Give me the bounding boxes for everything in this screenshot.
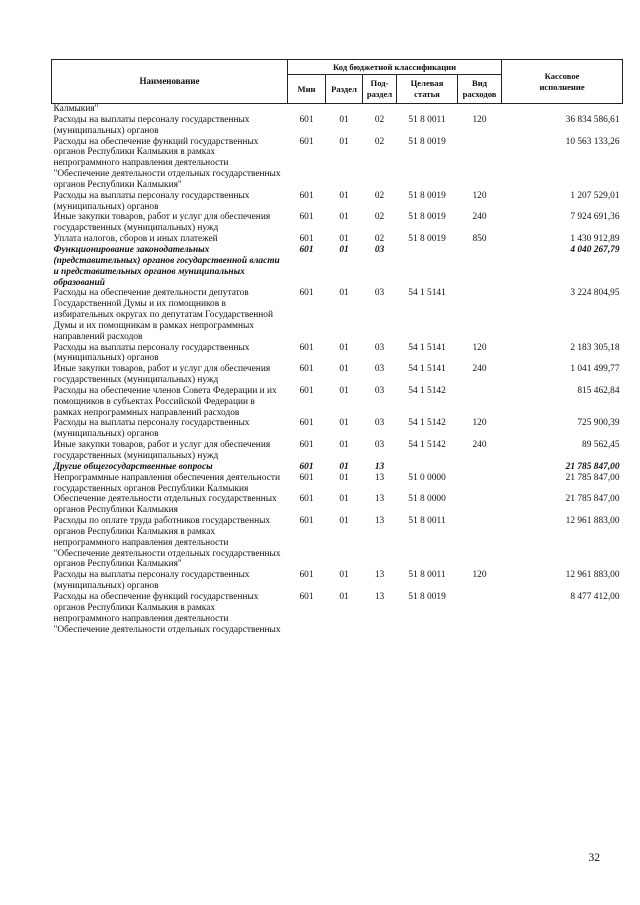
cell-podrazdel: 13 [374,591,385,602]
cell-podrazdel: 03 [374,288,385,299]
table-body [52,104,623,636]
cell-razdel: 01 [339,385,349,396]
cell-statya: 51 8 0019 [408,591,446,602]
cell-min: 601 [299,494,314,505]
cell-min: 601 [299,136,314,147]
table-row [52,473,623,495]
cell-sum: 8 477 412,00 [570,591,620,602]
header-vid: Вид расходов [458,75,502,104]
cell-podrazdel: 03 [374,244,385,255]
table-row [52,234,623,245]
cell-vid [458,473,502,495]
budget-table [51,59,623,635]
cell-name: Функционирование законодательных (представительных) органов государственной власти и представительных органов муниципальных образований [53,244,280,288]
cell-statya: 54 1 5142 [408,385,446,396]
table-row [52,440,623,462]
cell-podrazdel: 03 [374,364,385,375]
cell-razdel: 01 [339,212,349,223]
cell-vid [458,288,502,342]
cell-sum: 1 430 912,89 [570,234,620,245]
cell-razdel: 01 [339,364,349,375]
table-row [52,137,623,191]
table-row [52,462,623,473]
cell-vid: 850 [472,234,487,245]
cell-razdel: 01 [339,342,349,353]
cell-min: 601 [299,570,314,581]
cell-razdel: 01 [339,516,349,527]
cell-razdel: 01 [339,472,349,483]
table-row [52,570,623,592]
cell-vid [458,494,502,516]
cell-sum: 10 563 133,26 [565,136,620,147]
cell-vid [458,137,502,191]
cell-name: Расходы по оплате труда работников государственных органов Республики Калмыкия в рамках непрограммного направления деятельности "Обеспечение деятельности отдельных государственных органов Республики Калмыкия" [53,516,281,570]
table-row [52,288,623,342]
cell-name: Расходы на выплаты персоналу государственных (муниципальных) органов [53,418,250,440]
cell-sum [502,104,623,115]
cell-razdel: 01 [339,570,349,581]
cell-podrazdel: 02 [374,234,385,245]
table-row [52,343,623,365]
cell-razdel: 01 [339,136,349,147]
cell-razdel: 01 [339,591,349,602]
cell-statya: 54 1 5141 [408,342,446,353]
cell-name: Уплата налогов, сборов и иных платежей [53,234,218,245]
cell-statya: 51 0 0000 [408,472,446,483]
header-statya: Целевая статья [397,75,458,104]
cell-name: Расходы на обеспечение деятельности депутатов Государственной Думы и их помощников в избирательных округах по депутатам Государственной Думы и их помощникам в рамках непрограммных направлений расходов [53,288,273,342]
table-row [52,245,623,288]
cell-name: Иные закупки товаров, работ и услуг для обеспечения государственных (муниципальных) нужд [53,212,271,234]
cell-sum: 7 924 691,36 [570,212,620,223]
cell-name: Непрограммные направления обеспечения деятельности государственных органов Республики Калмыкия [53,472,281,494]
cell-statya: 54 1 5141 [408,364,446,375]
cell-min: 601 [299,418,314,429]
cell-statya: 51 8 0019 [408,136,446,147]
cell-statya: 54 1 5142 [408,418,446,429]
table-row [52,516,623,570]
cell-min: 601 [299,385,314,396]
cell-min: 601 [299,342,314,353]
page-number: 32 [588,852,600,864]
cell-razdel: 01 [339,190,349,201]
cell-podrazdel: 03 [374,440,385,451]
cell-podrazdel: 02 [374,136,385,147]
cell-razdel: 01 [339,114,349,125]
cell-min: 601 [299,244,314,255]
cell-statya: 51 8 0019 [408,212,446,223]
cell-name: Расходы на обеспечение членов Совета Федерации и их помощников в субъектах Российской Федерации в рамках непрограммных направлений расходов [53,385,277,418]
cell-sum: 2 183 305,18 [570,342,620,353]
cell-min: 601 [299,114,314,125]
cell-podrazdel: 02 [374,212,385,223]
cell-vid [458,462,502,473]
cell-statya: 51 8 0011 [408,516,446,527]
cell-name: Иные закупки товаров, работ и услуг для обеспечения государственных (муниципальных) нужд [53,364,271,386]
cell-statya: 51 8 0011 [408,570,446,581]
table-row [52,212,623,234]
cell-sum: 12 961 883,00 [565,570,620,581]
cell-sum: 4 040 267,79 [570,244,620,255]
table-row [52,364,623,386]
cell-min: 601 [299,288,314,299]
header-razdel: Раздел [326,75,363,104]
cell-podrazdel: 13 [374,461,385,472]
cell-vid: 120 [472,570,487,581]
cell-min: 601 [299,234,314,245]
cell-sum: 36 834 586,61 [565,114,620,125]
cell-vid [458,386,502,419]
cell-razdel: 01 [339,440,349,451]
cell-min [288,104,326,115]
cell-vid [458,104,502,115]
cell-razdel: 01 [339,288,349,299]
cell-podrazdel: 13 [374,494,385,505]
cell-statya: 54 1 5141 [408,288,446,299]
table-row [52,494,623,516]
header-podrazdel: Под- раздел [363,75,397,104]
cell-sum: 725 900,39 [577,418,620,429]
cell-min: 601 [299,461,314,472]
cell-statya: 51 8 0019 [408,190,446,201]
cell-statya [397,462,458,473]
cell-razdel: 01 [339,244,349,255]
cell-name: Расходы на выплаты персоналу государственных (муниципальных) органов [53,190,250,212]
table-row [52,418,623,440]
cell-statya [397,245,458,288]
cell-sum: 1 207 529,01 [570,190,620,201]
cell-podrazdel: 03 [374,418,385,429]
cell-vid: 240 [472,212,487,223]
cell-name: Обеспечение деятельности отдельных государственных органов Республики Калмыкия [53,494,277,516]
cell-sum: 12 961 883,00 [565,516,620,527]
cell-name: Расходы на выплаты персоналу государственных (муниципальных) органов [53,114,250,136]
cell-statya [397,104,458,115]
cell-name: Другие общегосударственные вопросы [53,461,213,472]
cell-podrazdel: 13 [374,516,385,527]
table-row [52,115,623,137]
cell-vid: 120 [472,342,487,353]
table-row [52,386,623,419]
cell-vid [458,516,502,570]
cell-min: 601 [299,364,314,375]
cell-min: 601 [299,440,314,451]
cell-name: Иные закупки товаров, работ и услуг для обеспечения государственных (муниципальных) нужд [53,440,271,461]
cell-razdel: 01 [339,418,349,429]
cell-name: Калмыкия" [53,104,99,114]
cell-podrazdel: 03 [374,342,385,353]
cell-name: Расходы на выплаты персоналу государственных (муниципальных) органов [53,570,250,592]
cell-razdel [326,104,363,115]
cell-vid: 240 [472,364,487,375]
cell-sum: 815 462,84 [577,385,620,396]
cell-podrazdel: 02 [374,190,385,201]
cell-vid [458,592,502,635]
header-name: Наименование [52,60,288,104]
cell-vid: 240 [472,440,487,451]
header-code-group: Код бюджетной классификации [288,60,502,75]
cell-min: 601 [299,516,314,527]
cell-min: 601 [299,591,314,602]
cell-min: 601 [299,212,314,223]
cell-podrazdel [363,104,397,115]
cell-statya: 51 8 0011 [408,114,446,125]
cell-name: Расходы на выплаты персоналу государственных (муниципальных) органов [53,342,250,364]
table-row [52,592,623,635]
cell-podrazdel: 13 [374,472,385,483]
cell-vid: 120 [472,418,487,429]
cell-sum: 1 041 499,77 [570,364,620,375]
cell-statya: 51 8 0000 [408,494,446,505]
header-min: Мин [288,75,326,104]
cell-min: 601 [299,472,314,483]
cell-podrazdel: 03 [374,385,385,396]
cell-sum: 3 224 804,95 [570,288,620,299]
cell-name: Расходы на обеспечение функций государственных органов Республики Калмыкия в рамках непрограммного направления деятельности "Обеспечение деятельности отдельных государственных органов Республики Калмыкия" [53,136,281,190]
cell-podrazdel: 13 [374,570,385,581]
cell-name: Расходы на обеспечение функций государственных органов Республики Калмыкия в рамках непрограммного направления деятельности "Обеспечение деятельности отдельных государственных [53,591,281,635]
cell-sum: 21 785 847,00 [565,472,620,483]
cell-sum: 21 785 847,00 [565,461,620,472]
cell-razdel: 01 [339,461,349,472]
cell-vid: 120 [472,190,487,201]
table-row [52,191,623,213]
cell-statya: 54 1 5142 [408,440,446,451]
cell-statya: 51 8 0019 [408,234,446,245]
cell-sum: 89 562,45 [582,440,620,451]
table-row [52,104,623,115]
cell-min: 601 [299,190,314,201]
cell-vid: 120 [472,114,487,125]
cell-vid [458,245,502,288]
cell-podrazdel: 02 [374,114,385,125]
cell-razdel: 01 [339,234,349,245]
cell-razdel: 01 [339,494,349,505]
header-ispolnenie: Кассовое исполнение [502,60,623,104]
cell-sum: 21 785 847,00 [565,494,620,505]
budget-table-sheet [51,59,622,635]
